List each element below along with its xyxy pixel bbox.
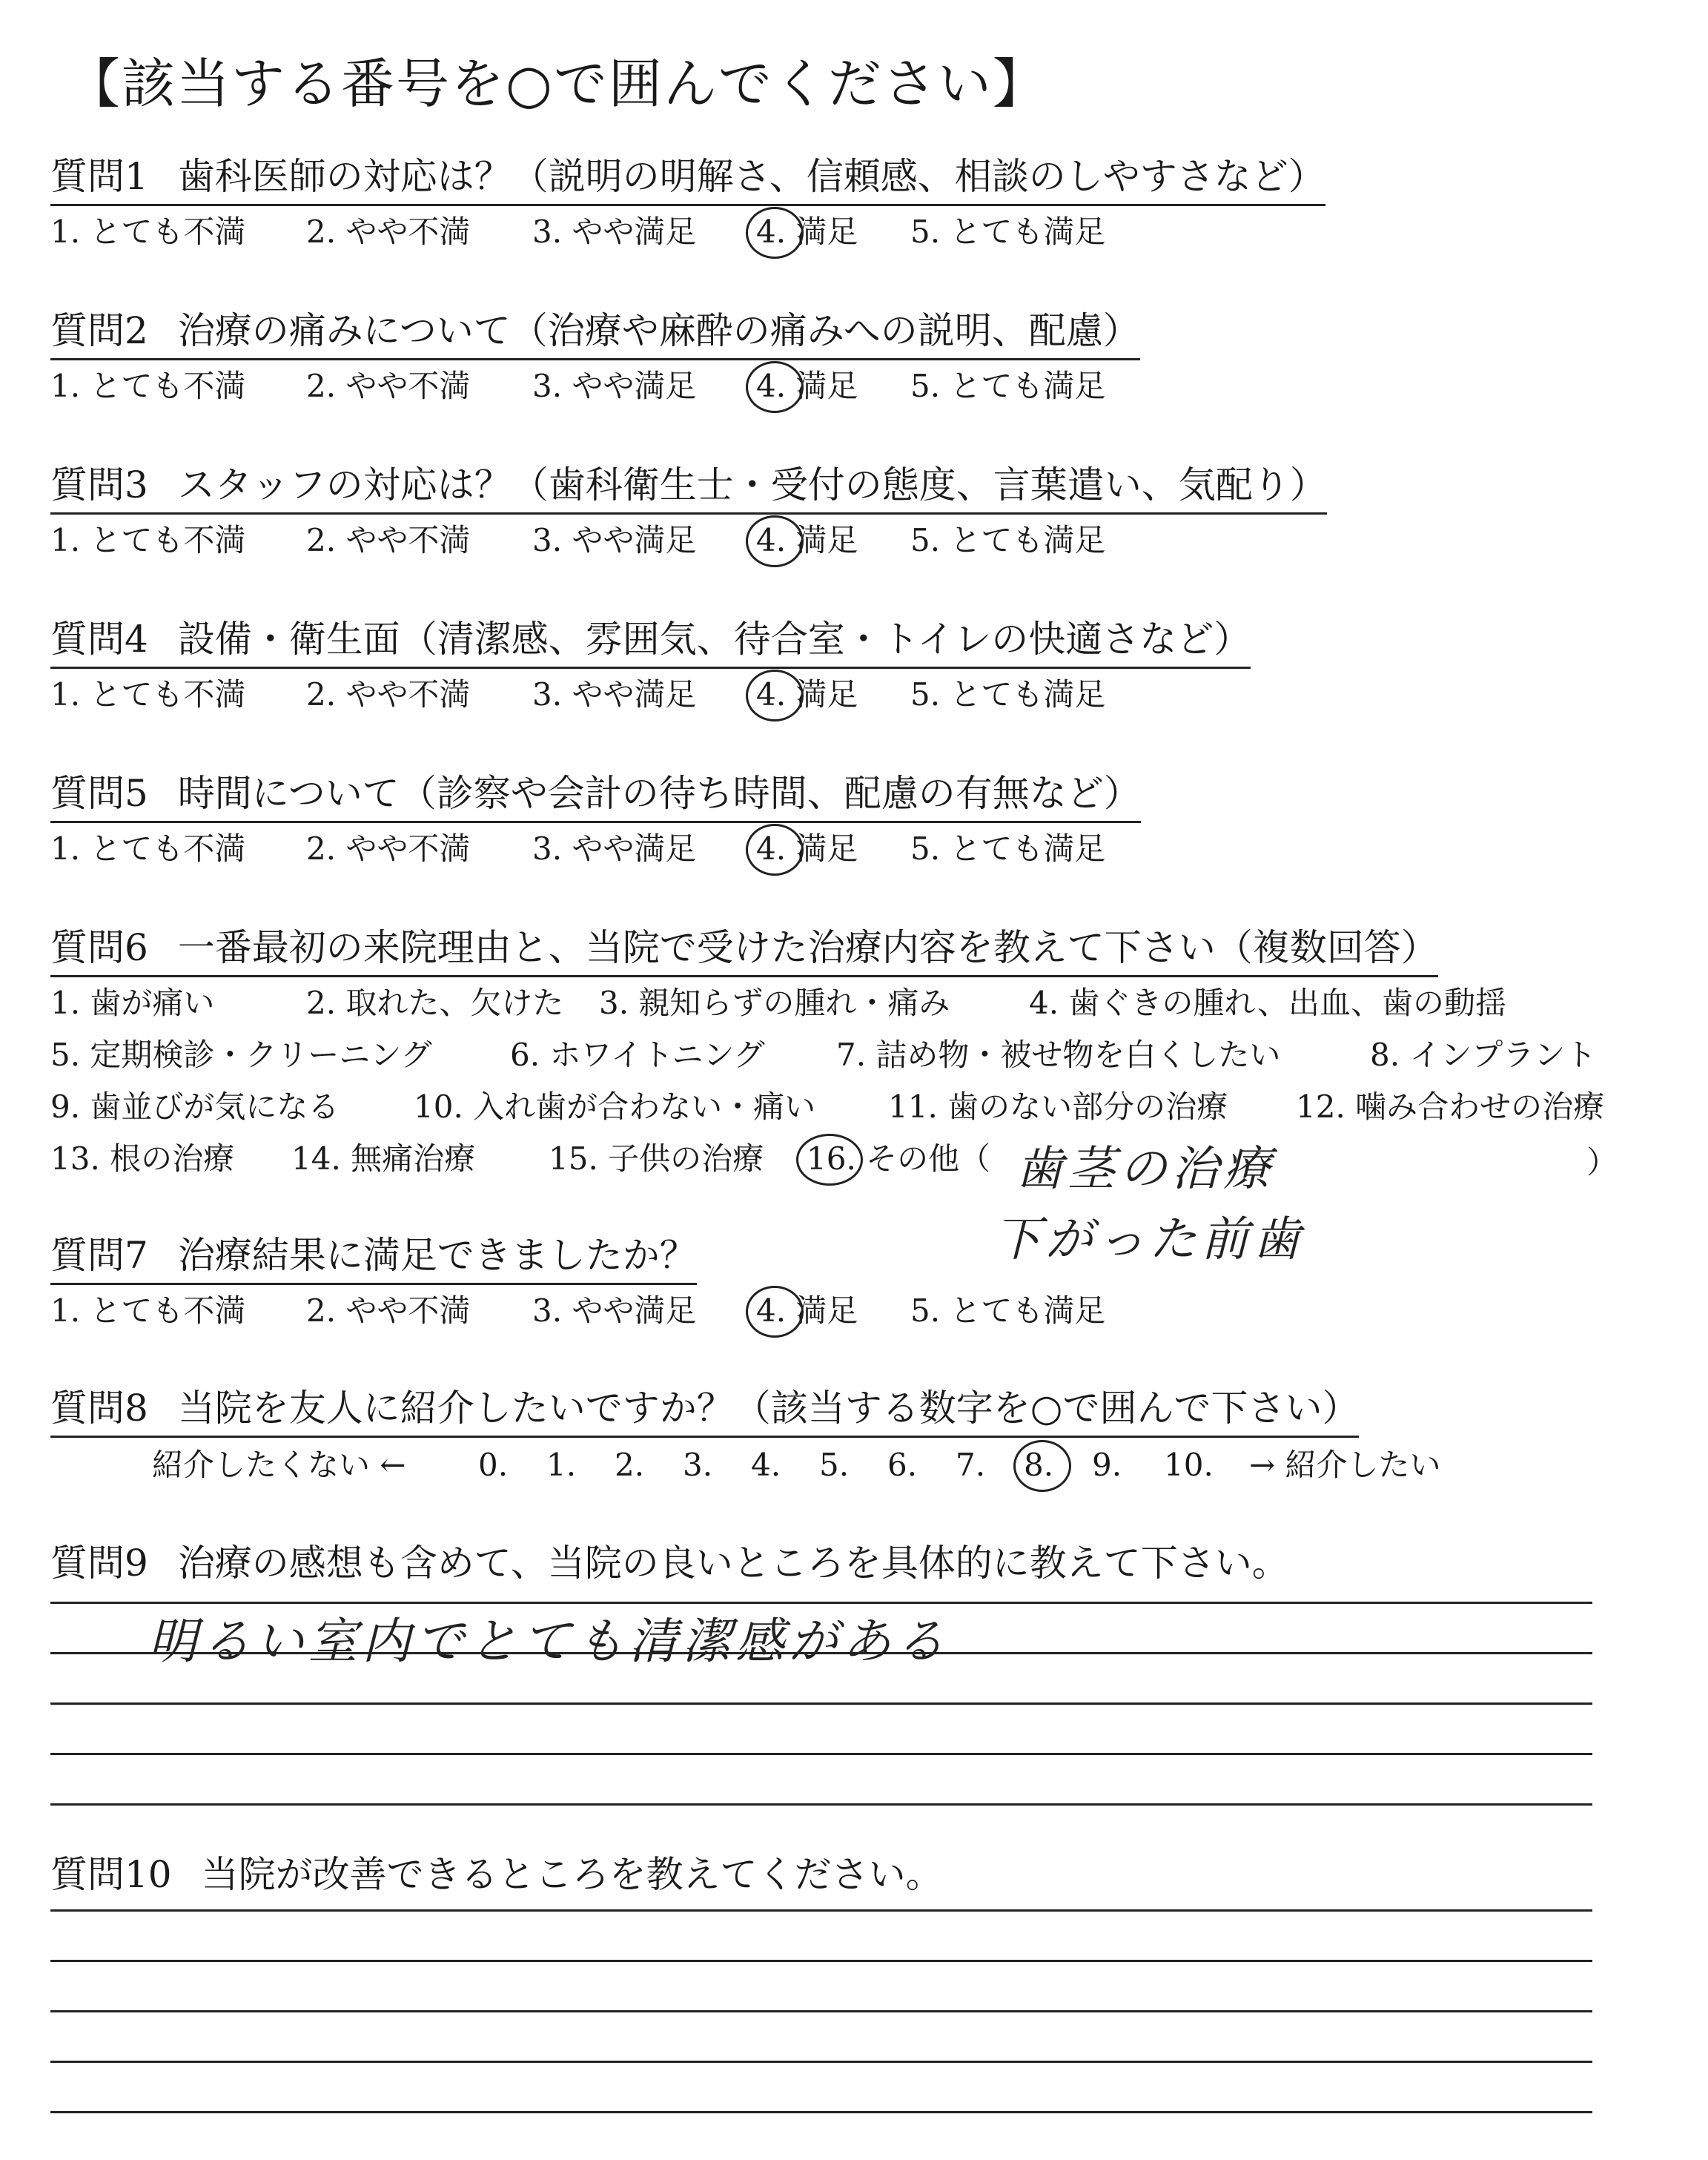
q6-option[interactable]: 3. 親知らずの腫れ・痛み <box>599 985 950 1021</box>
question-number: 質問6 <box>50 926 148 969</box>
option-1[interactable]: 1. とても不満 <box>50 676 246 713</box>
question-7-title <box>50 1231 697 1285</box>
option-1[interactable]: 1. とても不満 <box>50 214 246 250</box>
option-5[interactable]: 5. とても満足 <box>910 830 1106 867</box>
question-10-title <box>50 1850 943 1902</box>
option-3[interactable]: 3. やや満足 <box>532 1292 697 1329</box>
question-text: 治療の痛みについて（治療や麻酔の痛みへの説明、配慮） <box>177 309 1140 352</box>
option-1[interactable]: 1. とても不満 <box>50 830 246 867</box>
q6-option[interactable]: 12. 噛み合わせの治療 <box>1296 1089 1605 1125</box>
scale-3[interactable]: 3. <box>683 1447 713 1483</box>
option-4-selected[interactable]: 4. 満足 <box>756 211 858 253</box>
question-4-title <box>50 615 1251 669</box>
question-number: 質問1 <box>50 155 148 198</box>
option-2[interactable]: 2. やや不満 <box>306 368 471 404</box>
question-text: 当院が改善できるところを教えてください。 <box>201 1853 943 1896</box>
option-4-selected[interactable]: 4. 満足 <box>756 674 858 716</box>
other-handwritten-line-1: 歯茎の治療 <box>1016 1142 1275 1197</box>
question-number: 質問4 <box>50 618 148 661</box>
scale-7[interactable]: 7. <box>956 1447 986 1483</box>
scale-4[interactable]: 4. <box>751 1447 781 1483</box>
question-number: 質問9 <box>50 1542 148 1585</box>
answer-line[interactable] <box>50 2061 1592 2063</box>
option-1[interactable]: 1. とても不満 <box>50 368 246 404</box>
question-number: 質問5 <box>50 772 148 815</box>
scale-6[interactable]: 6. <box>887 1447 918 1483</box>
option-3[interactable]: 3. やや満足 <box>532 214 697 250</box>
option-3[interactable]: 3. やや満足 <box>532 676 697 713</box>
q6-option[interactable]: 11. 歯のない部分の治療 <box>888 1089 1228 1125</box>
q6-option[interactable]: 1. 歯が痛い <box>50 985 215 1021</box>
option-3[interactable]: 3. やや満足 <box>532 830 697 867</box>
question-8-title <box>50 1384 1359 1438</box>
option-3[interactable]: 3. やや満足 <box>532 368 697 404</box>
q6-option[interactable]: 14. 無痛治療 <box>291 1140 476 1177</box>
option-5[interactable]: 5. とても満足 <box>910 368 1106 404</box>
option-3[interactable]: 3. やや満足 <box>532 522 697 558</box>
q6-option[interactable]: 8. インプラント <box>1370 1037 1597 1073</box>
q6-option[interactable]: 2. 取れた、欠けた <box>306 985 564 1021</box>
option-5[interactable]: 5. とても満足 <box>910 676 1106 713</box>
answer-line <box>50 1753 1592 1755</box>
q6-option[interactable]: 7. 詰め物・被せ物を白くしたい <box>836 1037 1281 1073</box>
answer-line[interactable] <box>50 2010 1592 2012</box>
option-2[interactable]: 2. やや不満 <box>306 522 471 558</box>
answer-line[interactable] <box>50 1960 1592 1962</box>
scale-left-label: 紹介したくない ← <box>152 1447 406 1483</box>
option-5[interactable]: 5. とても満足 <box>910 1292 1106 1329</box>
question-1-title <box>50 152 1325 206</box>
question-number: 質問3 <box>50 463 148 506</box>
question-2-title <box>50 306 1140 360</box>
q9-handwritten-answer[interactable]: 明るい室内でとても清潔感がある <box>148 1613 949 1670</box>
option-4-selected[interactable]: 4. 満足 <box>756 520 858 561</box>
scale-1[interactable]: 1. <box>546 1447 577 1483</box>
scale-10[interactable]: 10. <box>1164 1447 1214 1483</box>
question-number: 質問2 <box>50 309 148 352</box>
option-4-selected[interactable]: 4. 満足 <box>756 1290 858 1332</box>
answer-line <box>50 1652 1592 1654</box>
question-number: 質問8 <box>50 1387 148 1430</box>
answer-line[interactable] <box>50 1909 1592 1912</box>
question-text: 時間について（診察や会計の待ち時間、配慮の有無など） <box>177 772 1141 815</box>
question-text: スタッフの対応は？（歯科衛生士・受付の態度、言葉遣い、気配り） <box>177 463 1327 506</box>
option-1[interactable]: 1. とても不満 <box>50 522 246 558</box>
question-text: 歯科医師の対応は？（説明の明解さ、信頼感、相談のしやすさなど） <box>177 155 1325 198</box>
answer-line <box>50 1803 1592 1806</box>
question-text: 治療結果に満足できましたか？ <box>177 1234 697 1277</box>
option-1[interactable]: 1. とても不満 <box>50 1292 246 1329</box>
q6-option[interactable]: 13. 根の治療 <box>50 1140 235 1177</box>
other-close-paren: ） <box>1586 1144 1618 1180</box>
question-3-title <box>50 460 1327 515</box>
question-6-title <box>50 923 1438 977</box>
option-5[interactable]: 5. とても満足 <box>910 214 1106 250</box>
option-4-selected[interactable]: 4. 満足 <box>756 828 858 870</box>
option-2[interactable]: 2. やや不満 <box>306 1292 471 1329</box>
q6-option[interactable]: 5. 定期検診・クリーニング <box>50 1037 432 1073</box>
option-2[interactable]: 2. やや不満 <box>306 830 471 867</box>
option-2[interactable]: 2. やや不満 <box>306 676 471 713</box>
question-5-title <box>50 769 1141 823</box>
q6-option[interactable]: 15. 子供の治療 <box>549 1140 764 1177</box>
scale-8-selected[interactable]: 8. <box>1024 1444 1053 1486</box>
answer-line <box>50 1702 1592 1705</box>
option-5[interactable]: 5. とても満足 <box>910 522 1106 558</box>
scale-2[interactable]: 2. <box>615 1447 645 1483</box>
q6-option[interactable]: 9. 歯並びが気になる <box>50 1089 340 1125</box>
question-text: 当院を友人に紹介したいですか？（該当する数字を○で囲んで下さい） <box>177 1387 1360 1430</box>
q6-option[interactable]: 10. 入れ歯が合わない・痛い <box>414 1089 816 1125</box>
scale-right-label: → 紹介したい <box>1249 1447 1441 1483</box>
question-9-title <box>50 1539 1289 1591</box>
q6-option[interactable]: 6. ホワイトニング <box>510 1037 765 1073</box>
scale-9[interactable]: 9. <box>1092 1447 1122 1483</box>
scale-0[interactable]: 0. <box>478 1447 509 1483</box>
question-text: 一番最初の来院理由と、当院で受けた治療内容を教えて下さい（複数回答） <box>177 926 1438 969</box>
option-2[interactable]: 2. やや不満 <box>306 214 471 250</box>
question-number: 質問10 <box>50 1853 172 1896</box>
option-4-selected[interactable]: 4. 満足 <box>756 366 858 407</box>
answer-line[interactable] <box>50 2111 1592 2113</box>
q6-option-other-selected[interactable]: 16. その他（ <box>807 1138 990 1180</box>
page-title: 【該当する番号を○で囲んでください】 <box>67 53 1047 115</box>
question-text: 治療の感想も含めて、当院の良いところを具体的に教えて下さい。 <box>177 1542 1289 1585</box>
scale-5[interactable]: 5. <box>819 1447 850 1483</box>
question-number: 質問7 <box>50 1234 148 1277</box>
q6-option[interactable]: 4. 歯ぐきの腫れ、出血、歯の動揺 <box>1029 985 1506 1021</box>
question-text: 設備・衛生面（清潔感、雰囲気、待合室・トイレの快適さなど） <box>177 618 1251 661</box>
other-handwritten-line-2: 下がった前歯 <box>993 1212 1305 1267</box>
